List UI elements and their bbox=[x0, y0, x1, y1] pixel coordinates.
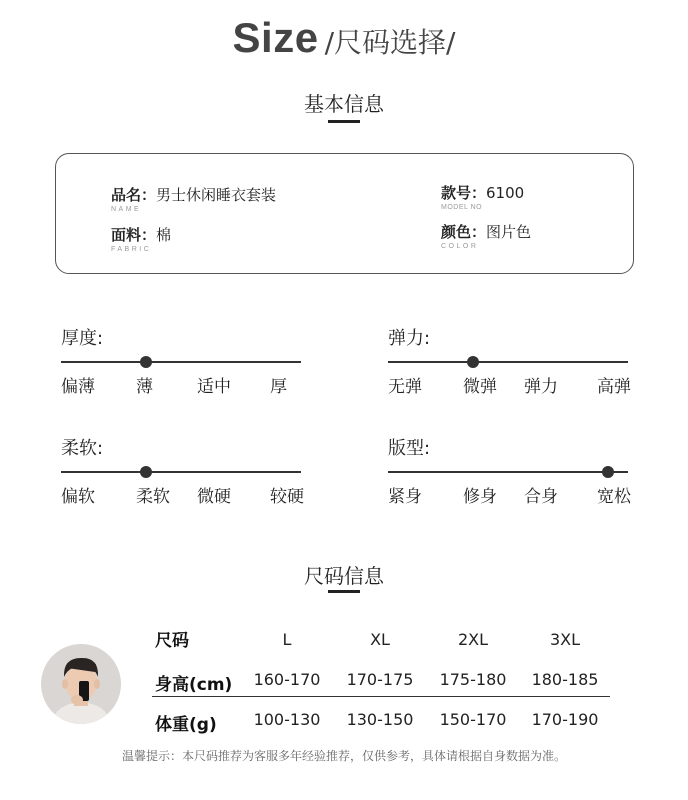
scale-option: 弹力 bbox=[524, 377, 558, 397]
scale-option: 偏软 bbox=[61, 487, 95, 507]
info-color-label: 颜色： bbox=[441, 223, 487, 241]
scale-elasticity-track bbox=[388, 354, 628, 370]
scale-option: 柔软 bbox=[136, 487, 170, 507]
info-fabric-value: 棉 bbox=[156, 226, 172, 244]
size-title: Size bbox=[232, 14, 319, 61]
scale-option: 偏薄 bbox=[61, 377, 95, 397]
table-row bbox=[152, 660, 612, 700]
scale-option: 无弹 bbox=[388, 377, 422, 397]
scale-softness-track bbox=[61, 464, 301, 480]
size-col-header: XL bbox=[370, 630, 390, 649]
table-cell: 150-170 bbox=[439, 710, 507, 729]
info-color-value: 图片色 bbox=[486, 223, 532, 241]
scale-thickness-title: 厚度: bbox=[61, 328, 104, 349]
scale-fit bbox=[388, 434, 631, 507]
size-header-row bbox=[152, 620, 612, 660]
table-cell: 170-175 bbox=[346, 670, 414, 689]
scale-option: 厚 bbox=[270, 377, 287, 397]
info-color-en: COLOR bbox=[441, 243, 479, 250]
basic-info-title: 基本信息 bbox=[304, 92, 384, 116]
table-divider bbox=[152, 696, 610, 697]
scale-option: 微弹 bbox=[463, 377, 497, 397]
scale-option: 宽松 bbox=[597, 487, 631, 507]
size-subtitle: /尺码选择/ bbox=[324, 26, 456, 59]
size-header-label: 尺码 bbox=[155, 631, 189, 651]
scale-thickness-labels bbox=[61, 372, 301, 397]
scale-thickness-track bbox=[61, 354, 301, 370]
scale-option: 修身 bbox=[463, 487, 497, 507]
table-cell: 160-170 bbox=[253, 670, 321, 689]
table-cell: 175-180 bbox=[439, 670, 507, 689]
model-photo-illustration bbox=[41, 644, 121, 724]
table-row bbox=[152, 700, 612, 740]
info-color bbox=[441, 221, 531, 250]
info-model-value: 6100 bbox=[486, 184, 525, 202]
info-fabric-en: FABRIC bbox=[111, 246, 152, 253]
scale-softness-title: 柔软: bbox=[61, 438, 104, 459]
info-name-label: 品名： bbox=[111, 186, 157, 204]
scale-option: 较硬 bbox=[270, 487, 304, 507]
info-model bbox=[441, 182, 524, 211]
scale-softness bbox=[61, 434, 304, 507]
info-model-label: 款号： bbox=[441, 184, 487, 202]
scale-thickness bbox=[61, 324, 301, 397]
size-note: 温馨提示：本尺码推荐为客服多年经验推荐，仅供参考，具体请根据自身数据为准。 bbox=[121, 749, 566, 763]
size-info-underline bbox=[328, 590, 360, 593]
size-info-title: 尺码信息 bbox=[304, 564, 384, 588]
basic-info-underline bbox=[328, 120, 360, 123]
table-cell: 180-185 bbox=[531, 670, 599, 689]
scale-fit-title: 版型: bbox=[388, 438, 431, 459]
info-name-en: NAME bbox=[111, 206, 142, 213]
info-fabric-label: 面料： bbox=[111, 226, 157, 244]
model-avatar bbox=[41, 644, 121, 724]
scale-softness-marker bbox=[140, 466, 152, 478]
info-name-value: 男士休闲睡衣套装 bbox=[156, 186, 277, 204]
scale-option: 高弹 bbox=[597, 377, 631, 397]
basic-info-box bbox=[55, 153, 634, 274]
info-model-en: MODEL NO bbox=[441, 204, 483, 211]
table-cell: 130-150 bbox=[346, 710, 414, 729]
page-header bbox=[0, 14, 688, 62]
scale-elasticity bbox=[388, 324, 631, 397]
scale-option: 微硬 bbox=[197, 487, 231, 507]
scale-elasticity-title: 弹力: bbox=[388, 328, 431, 349]
size-col-header: L bbox=[282, 630, 292, 649]
scale-option: 紧身 bbox=[388, 487, 422, 507]
scale-softness-labels bbox=[61, 482, 304, 507]
scale-elasticity-marker bbox=[467, 356, 479, 368]
weight-row-label: 体重(g) bbox=[155, 715, 217, 735]
info-name bbox=[111, 184, 276, 213]
scale-option: 合身 bbox=[524, 487, 558, 507]
info-fabric bbox=[111, 224, 171, 253]
scale-fit-labels bbox=[388, 482, 631, 507]
height-row-label: 身高(cm) bbox=[155, 675, 233, 695]
scale-fit-marker bbox=[602, 466, 614, 478]
scale-fit-track bbox=[388, 464, 628, 480]
scale-elasticity-labels bbox=[388, 372, 631, 397]
scale-thickness-marker bbox=[140, 356, 152, 368]
scale-option: 薄 bbox=[136, 377, 153, 397]
size-col-header: 2XL bbox=[457, 630, 489, 649]
scale-option: 适中 bbox=[197, 377, 231, 397]
table-cell: 100-130 bbox=[253, 710, 321, 729]
size-table bbox=[152, 620, 612, 740]
table-cell: 170-190 bbox=[531, 710, 599, 729]
size-col-header: 3XL bbox=[549, 630, 581, 649]
